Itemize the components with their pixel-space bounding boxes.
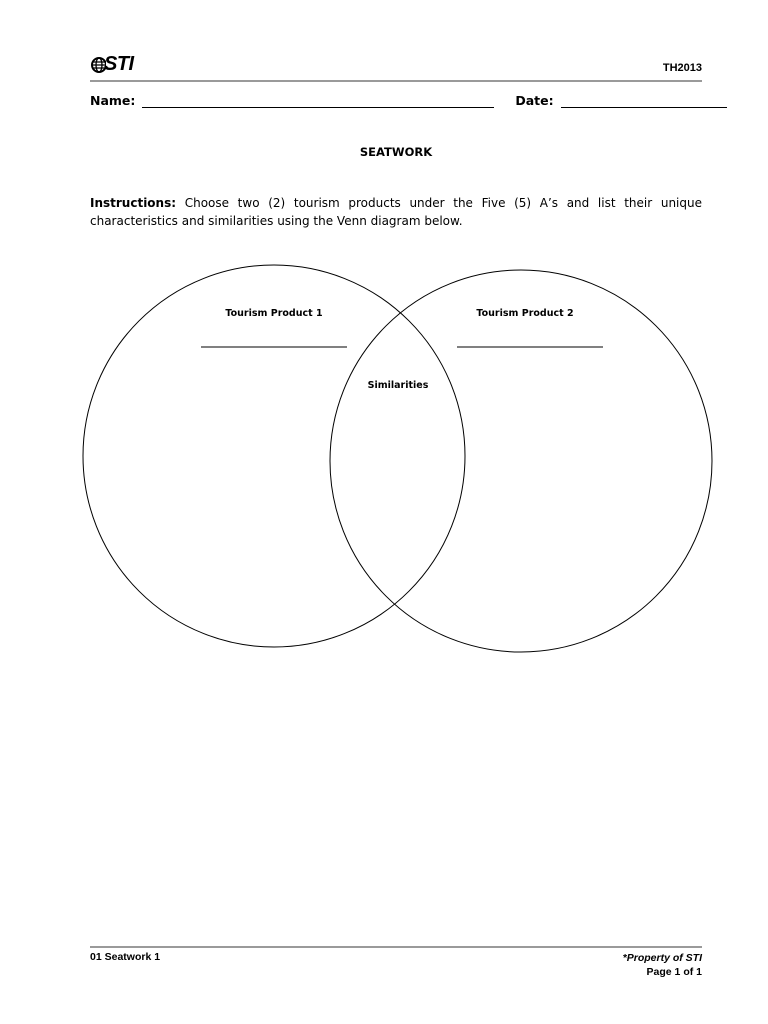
venn-circle-right: [330, 270, 712, 652]
footer-page: Page 1 of 1: [646, 966, 702, 978]
name-label: Name:: [90, 93, 136, 108]
venn-left-label: Tourism Product 1: [225, 308, 323, 319]
venn-circle-left: [83, 265, 465, 647]
instructions-label: Instructions:: [90, 196, 177, 210]
document-code: TH2013: [662, 62, 702, 74]
page-title: SEATWORK: [359, 145, 433, 159]
footer-left: 01 Seatwork 1: [90, 951, 161, 963]
venn-right-label: Tourism Product 2: [476, 308, 574, 319]
footer-property: *Property of STI: [622, 952, 702, 964]
footer-right: [623, 951, 702, 979]
date-label: Date:: [515, 93, 554, 108]
logo-text: STI: [104, 53, 134, 75]
footer-divider: [90, 946, 702, 948]
venn-overlap-label: Similarities: [367, 380, 429, 391]
instructions-text: Choose two (2) tourism products under the Five (5) A’s and list their unique characteristics and similarities using the Venn diagram below.: [90, 196, 702, 228]
